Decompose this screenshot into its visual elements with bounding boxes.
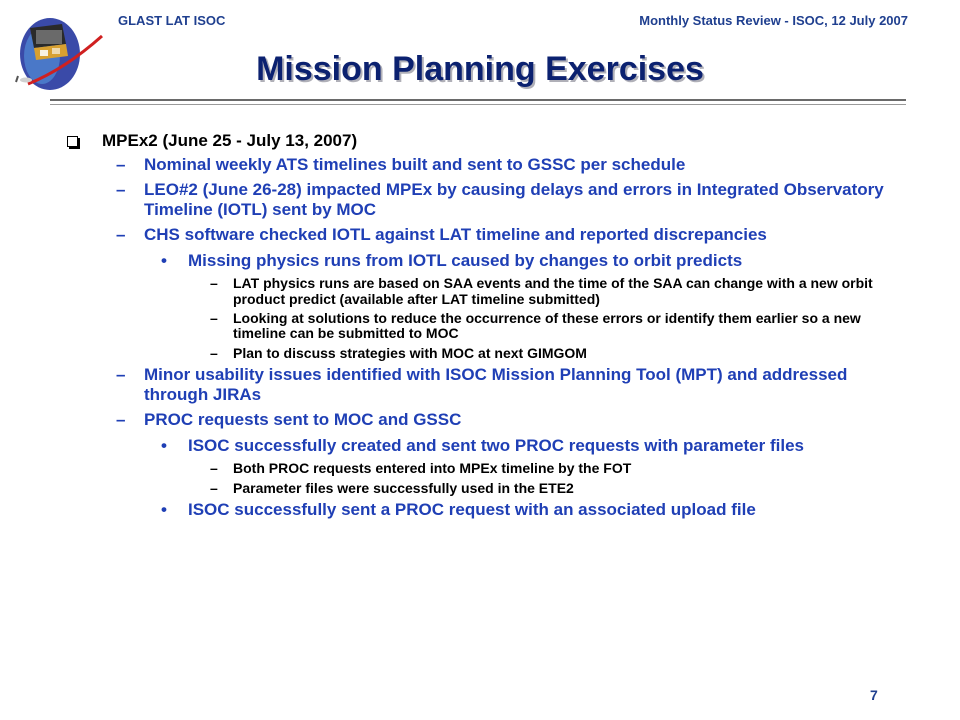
bullet-text: Missing physics runs from IOTL caused by changes to orbit predicts: [188, 250, 743, 270]
checkbox-bullet-icon: [67, 136, 78, 147]
bullet-item-level-3: [58, 276, 908, 307]
bullet-marker: –: [210, 479, 218, 496]
bullet-text: LAT physics runs are based on SAA events and the time of the SAA can change with a new orbit product predict (available after LAT timeline submitted): [233, 275, 873, 307]
bullet-text: Both PROC requests entered into MPEx timeline by the FOT: [233, 460, 632, 477]
bullet-marker: –: [210, 310, 218, 327]
bullet-marker: –: [116, 365, 126, 385]
bullet-item-level-1: [58, 155, 908, 175]
bullet-text: Parameter files were successfully used in the ETE2: [233, 479, 574, 496]
slide-title: Mission Planning Exercises: [256, 50, 704, 88]
title-divider-secondary: [50, 104, 906, 105]
bullet-marker: •: [161, 500, 167, 520]
bullet-marker: –: [116, 225, 126, 245]
bullet-text: Minor usability issues identified with ISOC Mission Planning Tool (MPT) and addressed through JIRAs: [144, 365, 848, 404]
bullet-marker: –: [116, 180, 126, 200]
bullet-item-level-1: [58, 180, 908, 219]
bullet-marker: –: [210, 460, 218, 477]
bullet-item-level-3: [58, 461, 908, 476]
bullet-item-level-2: [58, 251, 908, 271]
header-left-text: GLAST LAT ISOC: [118, 13, 226, 28]
bullet-marker: –: [210, 344, 218, 361]
bullet-text: Nominal weekly ATS timelines built and sent to GSSC per schedule: [144, 154, 686, 174]
bullet-item-level-2: [58, 436, 908, 456]
bullet-item-level-1: [58, 410, 908, 430]
bullet-text: LEO#2 (June 26-28) impacted MPEx by causing delays and errors in Integrated Observatory Timeline (IOTL) sent by MOC: [144, 180, 884, 219]
bullet-item-level-1: [58, 225, 908, 245]
bullet-marker: •: [161, 250, 167, 270]
bullet-text: Plan to discuss strategies with MOC at next GIMGOM: [233, 344, 587, 361]
bullet-text: Looking at solutions to reduce the occurrence of these errors or identify them earlier so a new timeline can be submitted to MOC: [233, 310, 861, 342]
header-right-text: Monthly Status Review - ISOC, 12 July 2007: [639, 13, 908, 28]
bullet-text: PROC requests sent to MOC and GSSC: [144, 410, 462, 430]
bullet-text: CHS software checked IOTL against LAT timeline and reported discrepancies: [144, 225, 767, 245]
bullet-marker: •: [161, 435, 167, 455]
bullet-text: MPEx2 (June 25 - July 13, 2007): [102, 131, 358, 150]
bullet-item-level-1: [58, 365, 908, 404]
page-number: 7: [870, 687, 878, 703]
title-divider: [50, 99, 906, 101]
bullet-marker: –: [210, 275, 218, 292]
bullet-item-level-3: [58, 311, 908, 342]
bullet-item-level-2: [58, 500, 908, 520]
bullet-marker: –: [116, 410, 126, 430]
bullet-item-level-3: [58, 346, 908, 361]
bullet-list: [58, 131, 908, 526]
bullet-item-level-0: [58, 131, 908, 151]
bullet-text: ISOC successfully created and sent two PROC requests with parameter files: [188, 435, 804, 455]
bullet-item-level-3: [58, 481, 908, 496]
bullet-text: ISOC successfully sent a PROC request with an associated upload file: [188, 500, 756, 520]
bullet-marker: –: [116, 154, 126, 174]
